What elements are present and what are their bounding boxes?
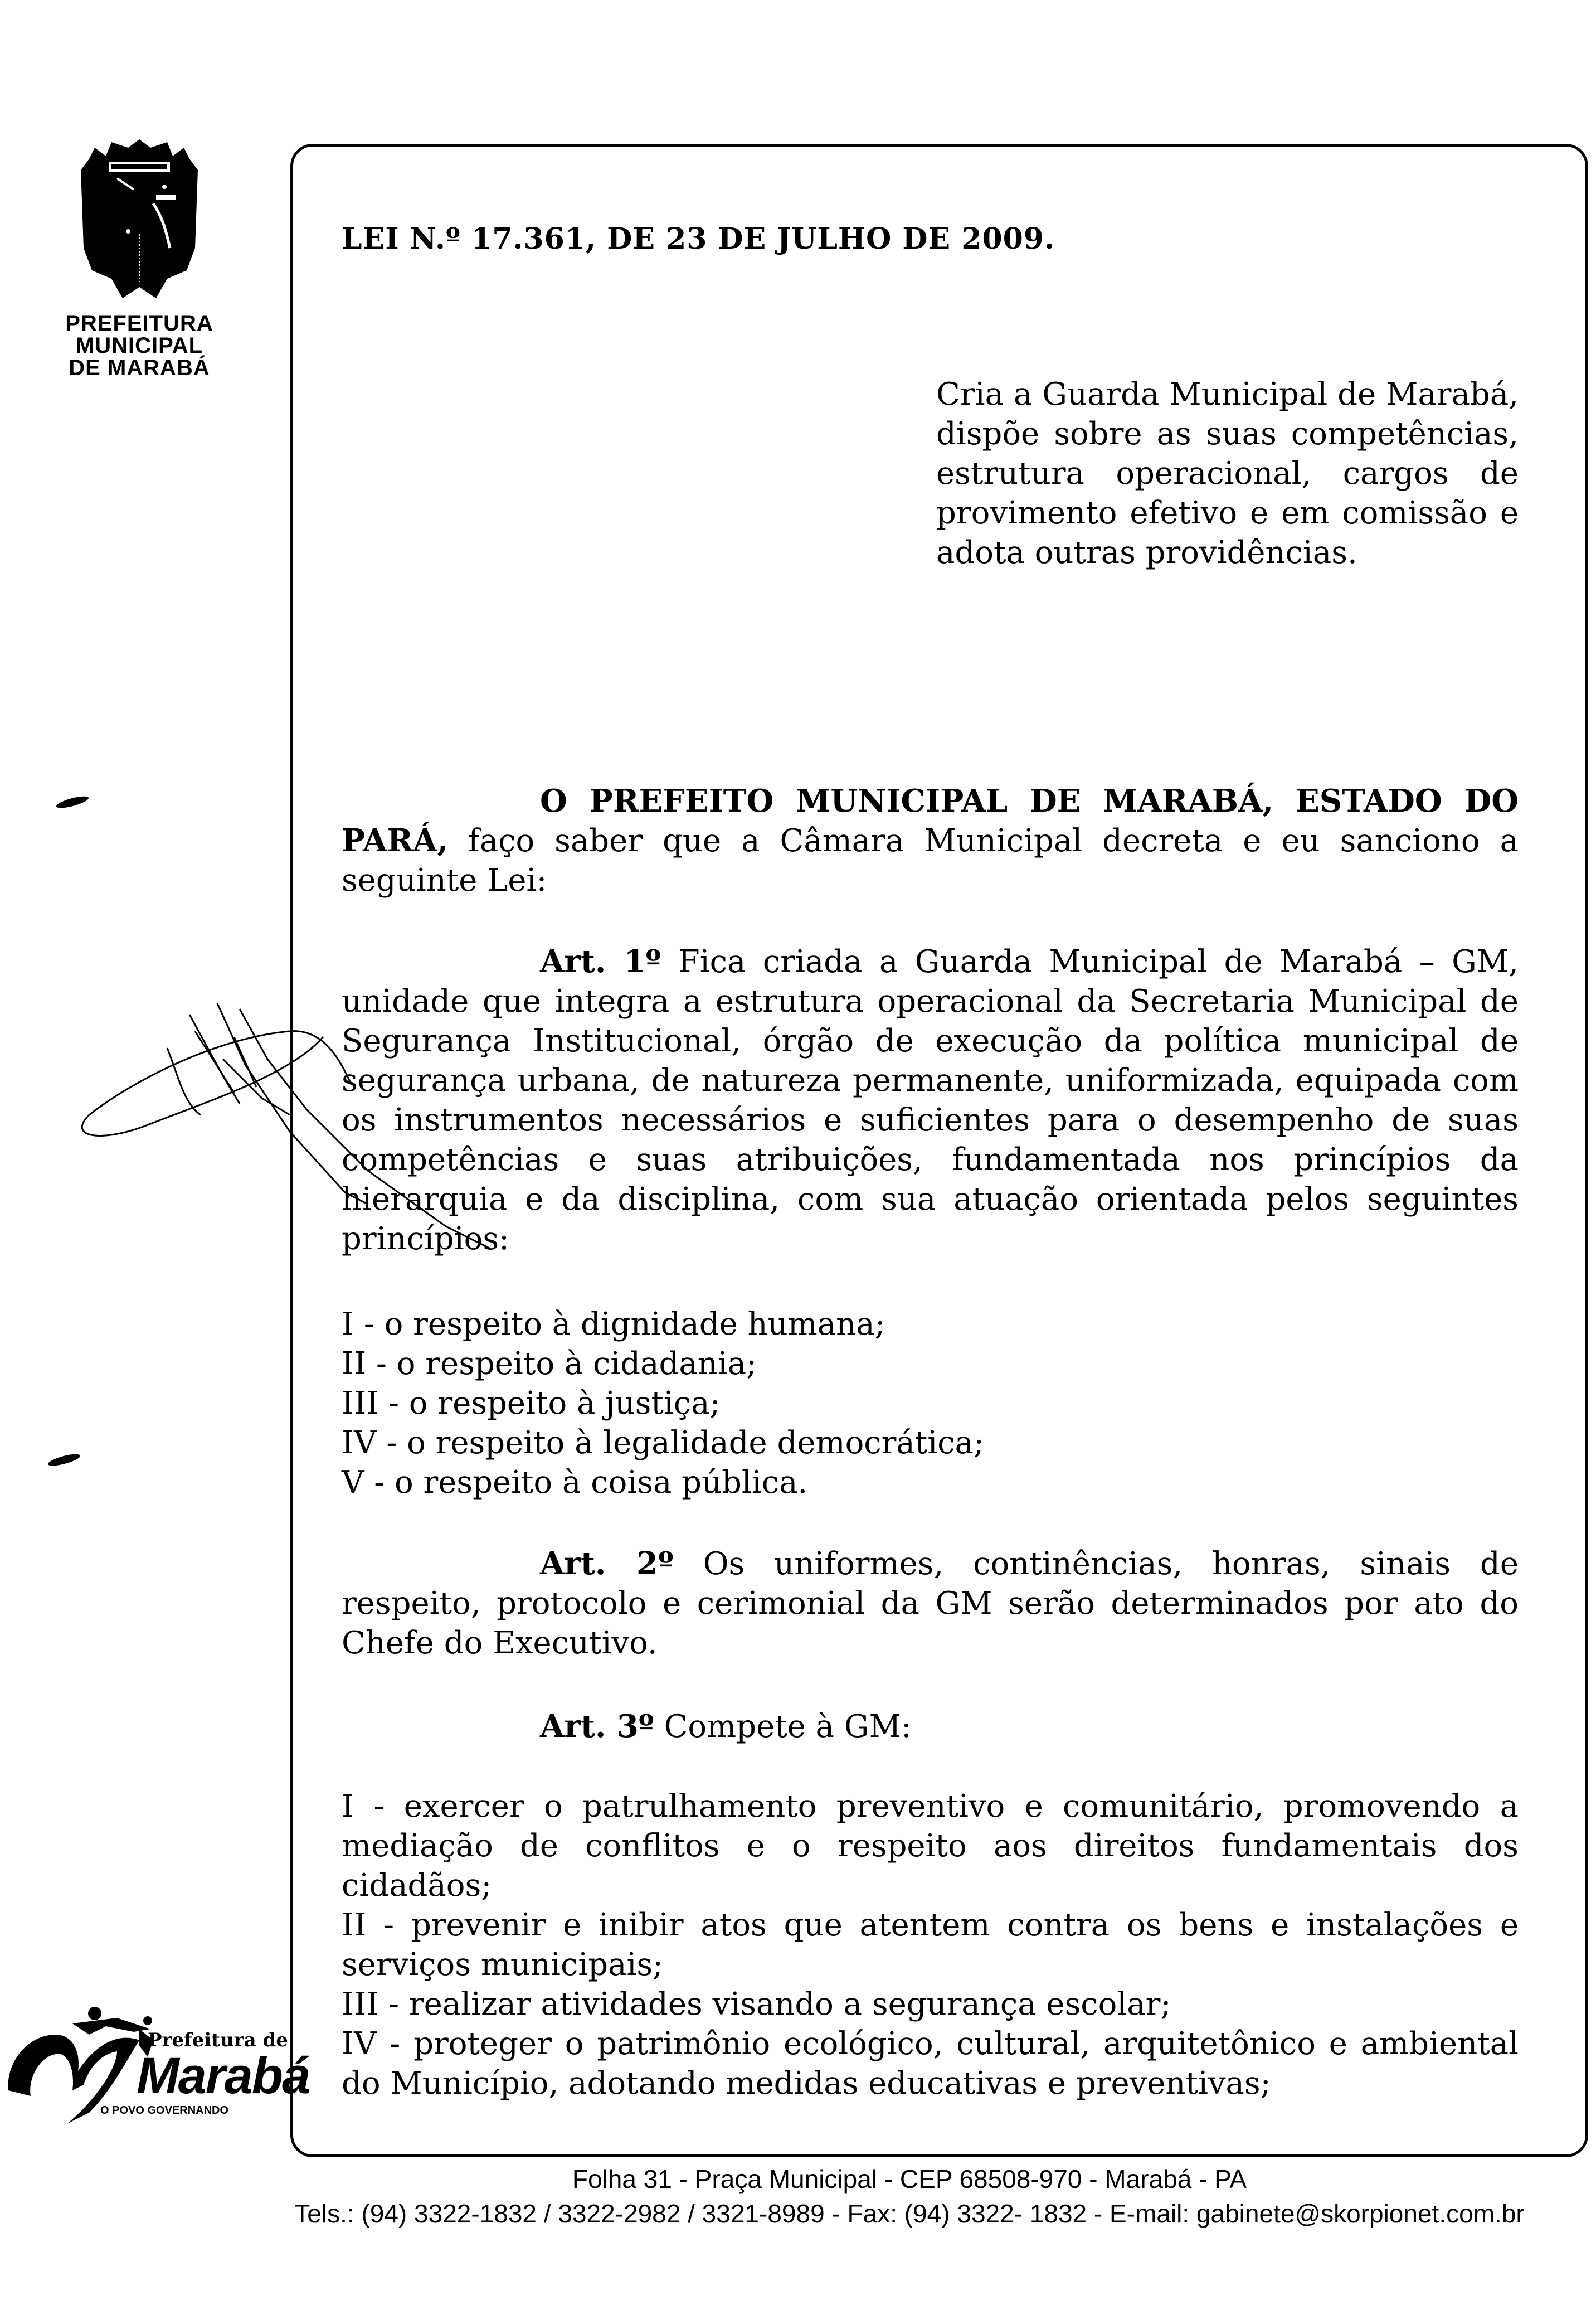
logo-slogan: O POVO GOVERNANDO	[100, 2104, 229, 2117]
list-item: II - o respeito à cidadania;	[342, 1346, 757, 1382]
org-name-line: PREFEITURA	[65, 311, 213, 336]
preamble-authority: O PREFEITO MUNICIPAL DE MARABÁ, ESTADO DO PARÁ,	[342, 783, 1519, 859]
preamble	[342, 782, 1519, 900]
law-title: LEI N.º 17.361, DE 23 DE JULHO DE 2009.	[342, 222, 1055, 256]
article-1	[342, 942, 1519, 1259]
article-2-label: Art. 2º	[540, 1545, 674, 1582]
org-name	[45, 312, 234, 379]
coat-of-arms-icon	[56, 137, 223, 304]
article-3-items	[342, 1787, 1519, 2103]
preamble-text: faço saber que a Câmara Municipal decreta e eu sanciono a seguinte Lei:	[342, 823, 1519, 899]
list-item: I - exercer o patrulhamento preventivo e comunitário, promovendo a mediação de conflitos e o respeito aos direitos fundamentais dos cidadãos;	[342, 1788, 1519, 1904]
org-name-line: DE MARABÁ	[69, 356, 210, 380]
article-1-label: Art. 1º	[540, 943, 661, 980]
article-2	[342, 1544, 1519, 1663]
law-summary: Cria a Guarda Municipal de Marabá, dispõe sobre as suas competências, estrutura operacional, cargos de provimento efetivo e em comissão e adota outras providências.	[936, 376, 1519, 571]
footer-contacts: Tels.: (94) 3322-1832 / 3322-2982 / 3321-8989 - Fax: (94) 3322- 1832 - E-mail: gabinete@skorpionet.com.br	[294, 2199, 1525, 2228]
list-item: I - o respeito à dignidade humana;	[342, 1306, 885, 1342]
article-3-label: Art. 3º	[540, 1708, 654, 1745]
list-item: III - o respeito à justiça;	[342, 1385, 721, 1421]
logo-line-2: Marabá	[137, 2047, 310, 2104]
scan-mark	[55, 794, 90, 810]
scan-mark	[47, 1452, 81, 1468]
article-2-text: Os uniformes, continências, honras, sinais de respeito, protocolo e cerimonial da GM serão determinados por ato do Chefe do Executivo.	[342, 1546, 1519, 1661]
list-item: III - realizar atividades visando a segurança escolar;	[342, 1986, 1171, 2022]
logo-line-1: Prefeitura de	[148, 2029, 288, 2051]
org-name-line: MUNICIPAL	[75, 333, 203, 358]
article-3	[342, 1707, 1519, 1746]
list-item: II - prevenir e inibir atos que atentem contra os bens e instalações e serviços municipais;	[342, 1907, 1519, 1983]
article-1-items	[342, 1304, 1519, 1502]
list-item: IV - proteger o patrimônio ecológico, cultural, arquitetônico e ambiental do Município, adotando medidas educativas e preventivas;	[342, 2026, 1519, 2102]
article-1-text: Fica criada a Guarda Municipal de Marabá – GM, unidade que integra a estrutura operacional da Secretaria Municipal de Segurança Institucional, órgão de execução da política municipal de segurança urbana, de natureza permanente, uniformizada, equipada com os instrumentos necessários e suficientes para o desempenho de suas competências e suas atribuições, fundamentada nos princípios da hierarquia e da disciplina, com sua atuação orientada pelos seguintes princípios:	[342, 944, 1519, 1257]
list-item: V - o respeito à coisa pública.	[342, 1464, 808, 1501]
list-item: IV - o respeito à legalidade democrática;	[342, 1425, 984, 1461]
footer-address: Folha 31 - Praça Municipal - CEP 68508-970 - Marabá - PA	[572, 2165, 1247, 2194]
article-3-text: Compete à GM:	[654, 1709, 912, 1745]
